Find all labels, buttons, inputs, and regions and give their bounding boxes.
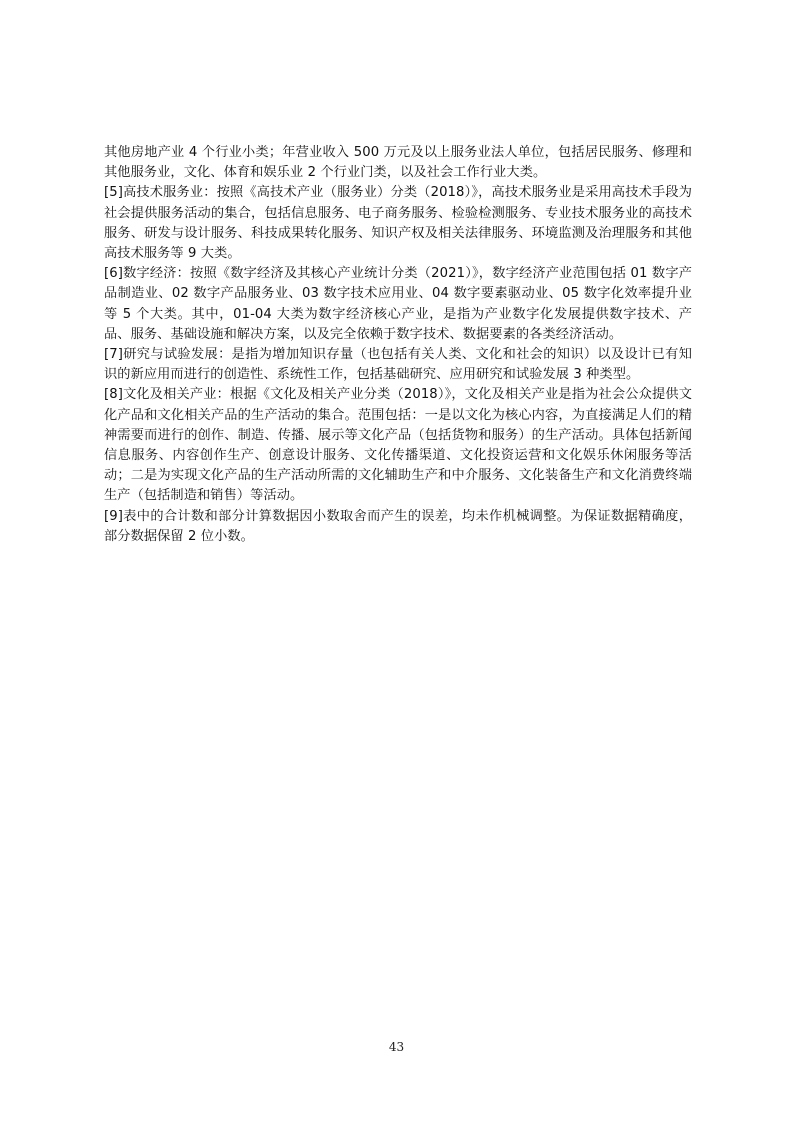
note-5-high-tech-services: [5]高技术服务业：按照《高技术产业（服务业）分类（2018）》，高技术服务业是采用高技术手段为社会提供服务活动的集合，包括信息服务、电子商务服务、检验检测服务、专业技术服务业的高技术服务、研发与设计服务、科技成果转化服务、知识产权及相关法律服务、环境监测及治理服务和其他高技术服务等 9 大类。 <box>104 185 692 262</box>
footnotes-section <box>104 143 692 547</box>
note-6-digital-economy: [6]数字经济：按照《数字经济及其核心产业统计分类（2021）》，数字经济产业范围包括 01 数字产品制造业、02 数字产品服务业、03 数字技术应用业、04 数字要素驱动业、05 数字化效率提升业等 5 个大类。其中，01-04 大类为数字经济核心产业，是指为产业数字化发展提供数字技术、产品、服务、基础设施和解决方案，以及完全依赖于数字技术、数据要素的各类经济活动。 <box>104 266 692 342</box>
note-9-rounding: [9]表中的合计数和部分计算数据因小数取舍而产生的误差，均未作机械调整。为保证数据精确度，部分数据保留 2 位小数。 <box>104 508 692 544</box>
note-8-culture-industries: [8]文化及相关产业：根据《文化及相关产业分类（2018）》，文化及相关产业是指为社会公众提供文化产品和文化相关产品的生产活动的集合。范围包括：一是以文化为核心内容，为直接满足人们的精神需要而进行的创作、制造、传播、展示等文化产品（包括货物和服务）的生产活动。具体包括新闻信息服务、内容创作生产、创意设计服务、文化传播渠道、文化投资运营和文化娱乐休闲服务等活动；二是为实现文化产品的生产活动所需的文化辅助生产和中介服务、文化装备生产和文化消费终端生产（包括制造和销售）等活动。 <box>104 387 692 504</box>
note-7-research-development: [7]研究与试验发展：是指为增加知识存量（也包括有关人类、文化和社会的知识）以及设计已有知识的新应用而进行的创造性、系统性工作，包括基础研究、应用研究和试验发展 3 种类型。 <box>104 347 692 383</box>
page-number: 43 <box>388 1040 405 1054</box>
note-continuation: 其他房地产业 4 个行业小类；年营业收入 500 万元及以上服务业法人单位，包括居民服务、修理和其他服务业，文化、体育和娱乐业 2 个行业门类，以及社会工作行业大类。 <box>104 145 692 181</box>
